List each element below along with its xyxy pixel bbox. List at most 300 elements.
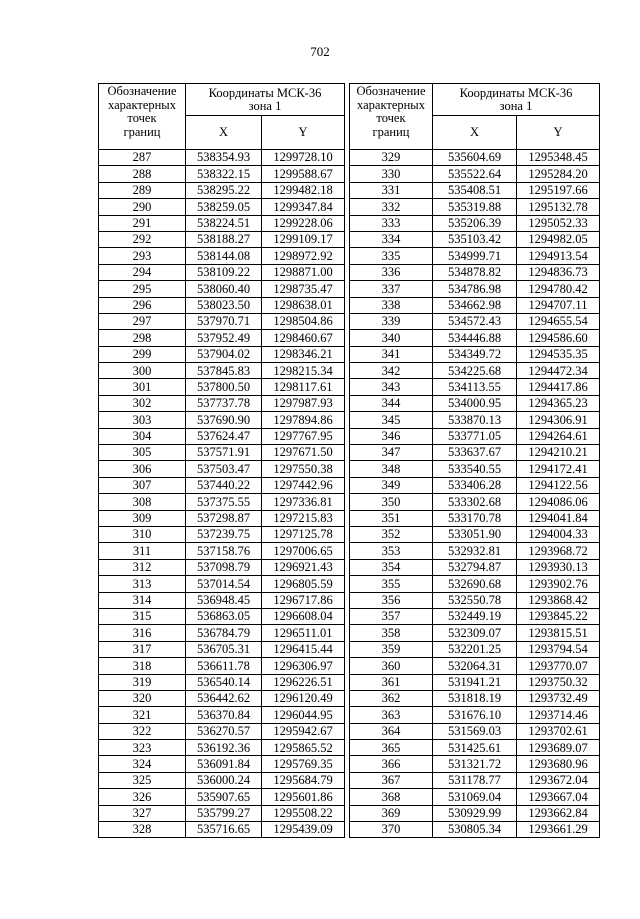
table-row: [350, 543, 600, 559]
y-coordinate-cell: 1297550.38: [262, 461, 345, 477]
table-row: [350, 264, 600, 280]
x-coordinate-cell: 536000.24: [186, 772, 262, 788]
point-number-cell: 358: [350, 625, 433, 641]
x-coordinate-cell: 535716.65: [186, 822, 262, 838]
table-row: [99, 461, 345, 477]
x-coordinate-cell: 536192.36: [186, 740, 262, 756]
point-number-cell: 340: [350, 330, 433, 346]
y-coordinate-cell: 1297671.50: [262, 445, 345, 461]
point-number-cell: 307: [99, 477, 186, 493]
y-coordinate-cell: 1297442.96: [262, 477, 345, 493]
y-coordinate-cell: 1296805.59: [262, 576, 345, 592]
point-number-cell: 351: [350, 510, 433, 526]
table-row: [350, 428, 600, 444]
table-row: [350, 199, 600, 215]
table-row: [350, 281, 600, 297]
x-coordinate-cell: 534999.71: [433, 248, 517, 264]
point-number-cell: 346: [350, 428, 433, 444]
x-coordinate-cell: 535408.51: [433, 182, 517, 198]
point-label-line3: точек: [127, 111, 157, 125]
point-label-line2: характерных: [108, 97, 176, 112]
table-row: [350, 248, 600, 264]
page-number: 702: [310, 44, 330, 59]
x-coordinate-cell: 535907.65: [186, 789, 262, 805]
x-coordinate-cell: 538109.22: [186, 264, 262, 280]
point-number-cell: 359: [350, 641, 433, 657]
table-row: [99, 346, 345, 362]
y-coordinate-cell: 1298638.01: [262, 297, 345, 313]
table-row: [350, 658, 600, 674]
point-number-cell: 329: [350, 150, 433, 166]
y-coordinate-cell: 1294086.06: [517, 494, 600, 510]
point-label-line2: характерных: [357, 97, 425, 112]
y-coordinate-cell: 1294004.33: [517, 526, 600, 542]
y-coordinate-cell: 1295508.22: [262, 805, 345, 821]
x-coordinate-cell: 535604.69: [433, 150, 517, 166]
point-number-cell: 345: [350, 412, 433, 428]
x-coordinate-cell: 538023.50: [186, 297, 262, 313]
y-coordinate-cell: 1297215.83: [262, 510, 345, 526]
y-coordinate-cell: 1293750.32: [517, 674, 600, 690]
table-row: [99, 625, 345, 641]
table-row: [99, 363, 345, 379]
point-number-cell: 318: [99, 658, 186, 674]
x-coordinate-cell: 533302.68: [433, 494, 517, 510]
y-coordinate-cell: 1293815.51: [517, 625, 600, 641]
y-coordinate-cell: 1297894.86: [262, 412, 345, 428]
x-coordinate-cell: 534349.72: [433, 346, 517, 362]
y-coordinate-cell: 1293794.54: [517, 641, 600, 657]
x-coordinate-cell: 536540.14: [186, 674, 262, 690]
table-row: [350, 690, 600, 706]
table-row: [350, 494, 600, 510]
x-coordinate-cell: 536784.79: [186, 625, 262, 641]
y-coordinate-cell: 1295942.67: [262, 723, 345, 739]
y-coordinate-cell: 1296415.44: [262, 641, 345, 657]
y-coordinate-cell: 1294172.41: [517, 461, 600, 477]
y-coordinate-cell: 1294417.86: [517, 379, 600, 395]
x-coordinate-cell: 536705.31: [186, 641, 262, 657]
point-number-cell: 333: [350, 215, 433, 231]
point-number-cell: 357: [350, 608, 433, 624]
y-coordinate-cell: 1298871.00: [262, 264, 345, 280]
point-number-cell: 296: [99, 297, 186, 313]
y-coordinate-cell: 1296608.04: [262, 608, 345, 624]
x-coordinate-cell: 535206.39: [433, 215, 517, 231]
point-number-cell: 300: [99, 363, 186, 379]
point-number-cell: 287: [99, 150, 186, 166]
point-number-cell: 309: [99, 510, 186, 526]
table-row: [99, 215, 345, 231]
x-coordinate-cell: 531818.19: [433, 690, 517, 706]
coords-title: Координаты МСК-36: [208, 86, 322, 100]
table-row: [350, 625, 600, 641]
x-coordinate-cell: 534446.88: [433, 330, 517, 346]
point-number-cell: 291: [99, 215, 186, 231]
point-number-cell: 347: [350, 445, 433, 461]
y-coordinate-cell: 1293662.84: [517, 805, 600, 821]
x-coordinate-cell: 532550.78: [433, 592, 517, 608]
table-row: [99, 723, 345, 739]
point-number-cell: 322: [99, 723, 186, 739]
point-number-cell: 370: [350, 822, 433, 838]
point-number-cell: 306: [99, 461, 186, 477]
point-number-cell: 323: [99, 740, 186, 756]
coordinates-table-right: [349, 83, 600, 838]
y-coordinate-cell: 1296306.97: [262, 658, 345, 674]
y-coordinate-cell: 1298346.21: [262, 346, 345, 362]
point-number-cell: 328: [99, 822, 186, 838]
y-coordinate-cell: 1294586.60: [517, 330, 600, 346]
y-coordinate-cell: 1297125.78: [262, 526, 345, 542]
point-number-cell: 343: [350, 379, 433, 395]
y-coordinate-cell: 1294655.54: [517, 313, 600, 329]
point-number-cell: 301: [99, 379, 186, 395]
x-coordinate-cell: 532794.87: [433, 559, 517, 575]
x-coordinate-cell: 537440.22: [186, 477, 262, 493]
x-coordinate-cell: 537690.90: [186, 412, 262, 428]
table-row: [350, 576, 600, 592]
table-row: [350, 330, 600, 346]
x-coordinate-cell: 538259.05: [186, 199, 262, 215]
table-row: [350, 166, 600, 182]
x-coordinate-cell: 532449.19: [433, 608, 517, 624]
y-coordinate-cell: 1298215.34: [262, 363, 345, 379]
table-row: [350, 461, 600, 477]
table-row: [99, 445, 345, 461]
coords-title: Координаты МСК-36: [459, 86, 573, 100]
point-number-cell: 299: [99, 346, 186, 362]
table-row: [99, 150, 345, 166]
point-label-line3: точек: [376, 111, 406, 125]
table-row: [350, 805, 600, 821]
x-coordinate-cell: 537503.47: [186, 461, 262, 477]
table-row: [99, 756, 345, 772]
x-coordinate-cell: 531676.10: [433, 707, 517, 723]
point-number-cell: 330: [350, 166, 433, 182]
point-number-cell: 314: [99, 592, 186, 608]
table-row: [99, 297, 345, 313]
point-number-cell: 369: [350, 805, 433, 821]
table-row: [99, 576, 345, 592]
y-coordinate-cell: 1293702.61: [517, 723, 600, 739]
table-row: [350, 723, 600, 739]
table-row: [99, 231, 345, 247]
point-number-cell: 294: [99, 264, 186, 280]
table-row: [350, 789, 600, 805]
y-coordinate-cell: 1296921.43: [262, 559, 345, 575]
point-number-cell: 368: [350, 789, 433, 805]
point-number-cell: 297: [99, 313, 186, 329]
y-coordinate-cell: 1295197.66: [517, 182, 600, 198]
table-row: [350, 395, 600, 411]
x-coordinate-cell: 537737.78: [186, 395, 262, 411]
table-row: [99, 805, 345, 821]
x-coordinate-cell: 536442.62: [186, 690, 262, 706]
table-row: [350, 477, 600, 493]
y-coordinate-cell: 1294306.91: [517, 412, 600, 428]
x-coordinate-cell: 531321.72: [433, 756, 517, 772]
table-row: [99, 526, 345, 542]
table-row: [99, 166, 345, 182]
table-row: [350, 231, 600, 247]
x-coordinate-cell: 532932.81: [433, 543, 517, 559]
point-number-cell: 293: [99, 248, 186, 264]
table-row: [350, 707, 600, 723]
x-coordinate-cell: 533170.78: [433, 510, 517, 526]
x-coordinate-cell: 538322.15: [186, 166, 262, 182]
point-number-cell: 315: [99, 608, 186, 624]
table-row: [350, 526, 600, 542]
x-coordinate-cell: 537014.54: [186, 576, 262, 592]
x-coordinate-cell: 537624.47: [186, 428, 262, 444]
table-row: [350, 740, 600, 756]
x-coordinate-cell: 533637.67: [433, 445, 517, 461]
point-number-cell: 344: [350, 395, 433, 411]
table-row: [350, 215, 600, 231]
x-coordinate-cell: 532690.68: [433, 576, 517, 592]
x-coordinate-cell: 537845.83: [186, 363, 262, 379]
point-number-cell: 316: [99, 625, 186, 641]
point-number-cell: 308: [99, 494, 186, 510]
point-number-cell: 311: [99, 543, 186, 559]
y-coordinate-cell: 1294122.56: [517, 477, 600, 493]
table-row: [350, 297, 600, 313]
x-coordinate-cell: 538060.40: [186, 281, 262, 297]
table-row: [350, 150, 600, 166]
y-coordinate-cell: 1293845.22: [517, 608, 600, 624]
x-coordinate-cell: 531069.04: [433, 789, 517, 805]
table-row: [99, 740, 345, 756]
x-coordinate-cell: 530805.34: [433, 822, 517, 838]
y-coordinate-cell: 1294707.11: [517, 297, 600, 313]
y-coordinate-cell: 1295439.09: [262, 822, 345, 838]
table-row: [99, 772, 345, 788]
x-coordinate-cell: 536948.45: [186, 592, 262, 608]
y-coordinate-cell: 1296120.49: [262, 690, 345, 706]
point-label-line4: границ: [123, 124, 161, 139]
point-number-cell: 312: [99, 559, 186, 575]
point-number-cell: 362: [350, 690, 433, 706]
point-number-cell: 313: [99, 576, 186, 592]
y-coordinate-cell: 1295132.78: [517, 199, 600, 215]
table-row: [99, 707, 345, 723]
y-coordinate-cell: 1298735.47: [262, 281, 345, 297]
point-number-cell: 354: [350, 559, 433, 575]
y-coordinate-cell: 1294365.23: [517, 395, 600, 411]
table-row: [99, 658, 345, 674]
y-coordinate-cell: 1295052.33: [517, 215, 600, 231]
point-number-cell: 365: [350, 740, 433, 756]
table-body: [350, 150, 600, 838]
x-coordinate-cell: 530929.99: [433, 805, 517, 821]
y-coordinate-cell: 1299482.18: [262, 182, 345, 198]
y-coordinate-cell: 1294913.54: [517, 248, 600, 264]
table-row: [99, 641, 345, 657]
table-row: [350, 510, 600, 526]
x-coordinate-cell: 535522.64: [433, 166, 517, 182]
point-number-cell: 367: [350, 772, 433, 788]
x-coordinate-cell: 535103.42: [433, 231, 517, 247]
y-coordinate-cell: 1293672.04: [517, 772, 600, 788]
x-coordinate-cell: 537098.79: [186, 559, 262, 575]
table-row: [99, 412, 345, 428]
x-coordinate-cell: 533870.13: [433, 412, 517, 428]
y-coordinate-cell: 1297006.65: [262, 543, 345, 559]
table-row: [99, 428, 345, 444]
y-coordinate-cell: 1293930.13: [517, 559, 600, 575]
x-coordinate-cell: 537158.76: [186, 543, 262, 559]
y-coordinate-cell: 1293902.76: [517, 576, 600, 592]
point-number-cell: 319: [99, 674, 186, 690]
point-number-cell: 335: [350, 248, 433, 264]
x-coordinate-cell: 537298.87: [186, 510, 262, 526]
point-number-cell: 342: [350, 363, 433, 379]
point-number-cell: 298: [99, 330, 186, 346]
table-row: [350, 412, 600, 428]
coords-zone: зона 1: [499, 98, 533, 113]
table-row: [99, 264, 345, 280]
point-number-cell: 321: [99, 707, 186, 723]
x-coordinate-cell: 532201.25: [433, 641, 517, 657]
y-coordinate-cell: 1295601.86: [262, 789, 345, 805]
x-coordinate-cell: 535319.88: [433, 199, 517, 215]
table-row: [350, 641, 600, 657]
point-number-cell: 324: [99, 756, 186, 772]
point-number-cell: 320: [99, 690, 186, 706]
point-number-cell: 326: [99, 789, 186, 805]
table-row: [99, 477, 345, 493]
x-coordinate-cell: 536611.78: [186, 658, 262, 674]
table-row: [99, 592, 345, 608]
table-row: [350, 445, 600, 461]
point-number-cell: 366: [350, 756, 433, 772]
y-coordinate-cell: 1294836.73: [517, 264, 600, 280]
y-coordinate-cell: 1297987.93: [262, 395, 345, 411]
point-number-cell: 355: [350, 576, 433, 592]
point-label-header: [350, 84, 433, 150]
y-coordinate-cell: 1299588.67: [262, 166, 345, 182]
x-coordinate-cell: 534878.82: [433, 264, 517, 280]
point-number-cell: 290: [99, 199, 186, 215]
point-number-cell: 356: [350, 592, 433, 608]
coordinates-table-left: [98, 83, 345, 838]
x-coordinate-cell: 534113.55: [433, 379, 517, 395]
y-coordinate-cell: 1299347.84: [262, 199, 345, 215]
x-header: X: [186, 116, 262, 150]
y-coordinate-cell: 1298972.92: [262, 248, 345, 264]
point-number-cell: 363: [350, 707, 433, 723]
point-number-cell: 360: [350, 658, 433, 674]
x-coordinate-cell: 536091.84: [186, 756, 262, 772]
y-header: Y: [517, 116, 600, 150]
y-coordinate-cell: 1293732.49: [517, 690, 600, 706]
point-number-cell: 352: [350, 526, 433, 542]
y-coordinate-cell: 1294472.34: [517, 363, 600, 379]
x-coordinate-cell: 531178.77: [433, 772, 517, 788]
coords-header: [433, 84, 600, 116]
table-row: [99, 494, 345, 510]
y-coordinate-cell: 1298460.67: [262, 330, 345, 346]
y-coordinate-cell: 1299109.17: [262, 231, 345, 247]
x-coordinate-cell: 537375.55: [186, 494, 262, 510]
y-coordinate-cell: 1297336.81: [262, 494, 345, 510]
point-number-cell: 338: [350, 297, 433, 313]
point-number-cell: 327: [99, 805, 186, 821]
table-row: [99, 510, 345, 526]
point-number-cell: 289: [99, 182, 186, 198]
y-coordinate-cell: 1294535.35: [517, 346, 600, 362]
point-number-cell: 288: [99, 166, 186, 182]
y-coordinate-cell: 1293680.96: [517, 756, 600, 772]
point-number-cell: 348: [350, 461, 433, 477]
point-label-line1: Обозначение: [356, 84, 426, 98]
y-coordinate-cell: 1293689.07: [517, 740, 600, 756]
y-header: Y: [262, 116, 345, 150]
y-coordinate-cell: 1294982.05: [517, 231, 600, 247]
table-row: [350, 772, 600, 788]
point-number-cell: 325: [99, 772, 186, 788]
x-coordinate-cell: 537800.50: [186, 379, 262, 395]
x-coordinate-cell: 533406.28: [433, 477, 517, 493]
x-coordinate-cell: 534662.98: [433, 297, 517, 313]
y-coordinate-cell: 1295684.79: [262, 772, 345, 788]
y-coordinate-cell: 1295348.45: [517, 150, 600, 166]
table-row: [99, 248, 345, 264]
coords-zone: зона 1: [248, 98, 282, 113]
table-row: [350, 182, 600, 198]
point-number-cell: 303: [99, 412, 186, 428]
table-row: [99, 690, 345, 706]
y-coordinate-cell: 1294264.61: [517, 428, 600, 444]
y-coordinate-cell: 1299728.10: [262, 150, 345, 166]
x-coordinate-cell: 533771.05: [433, 428, 517, 444]
table-row: [99, 789, 345, 805]
x-coordinate-cell: 537970.71: [186, 313, 262, 329]
y-coordinate-cell: 1296044.95: [262, 707, 345, 723]
x-coordinate-cell: 534000.95: [433, 395, 517, 411]
y-coordinate-cell: 1299228.06: [262, 215, 345, 231]
x-coordinate-cell: 537904.02: [186, 346, 262, 362]
table-row: [99, 281, 345, 297]
table-row: [350, 608, 600, 624]
table-row: [99, 559, 345, 575]
point-number-cell: 332: [350, 199, 433, 215]
point-number-cell: 364: [350, 723, 433, 739]
point-number-cell: 337: [350, 281, 433, 297]
table-row: [350, 313, 600, 329]
table-row: [350, 822, 600, 838]
y-coordinate-cell: 1293667.04: [517, 789, 600, 805]
y-coordinate-cell: 1294780.42: [517, 281, 600, 297]
x-coordinate-cell: 537952.49: [186, 330, 262, 346]
y-coordinate-cell: 1296511.01: [262, 625, 345, 641]
point-number-cell: 339: [350, 313, 433, 329]
x-coordinate-cell: 533540.55: [433, 461, 517, 477]
y-coordinate-cell: 1295865.52: [262, 740, 345, 756]
table-row: [350, 346, 600, 362]
x-coordinate-cell: 532064.31: [433, 658, 517, 674]
table-row: [350, 559, 600, 575]
y-coordinate-cell: 1293714.46: [517, 707, 600, 723]
point-number-cell: 341: [350, 346, 433, 362]
y-coordinate-cell: 1293661.29: [517, 822, 600, 838]
table-row: [350, 756, 600, 772]
table-body: [99, 150, 345, 838]
point-number-cell: 331: [350, 182, 433, 198]
x-coordinate-cell: 538295.22: [186, 182, 262, 198]
y-coordinate-cell: 1294041.84: [517, 510, 600, 526]
